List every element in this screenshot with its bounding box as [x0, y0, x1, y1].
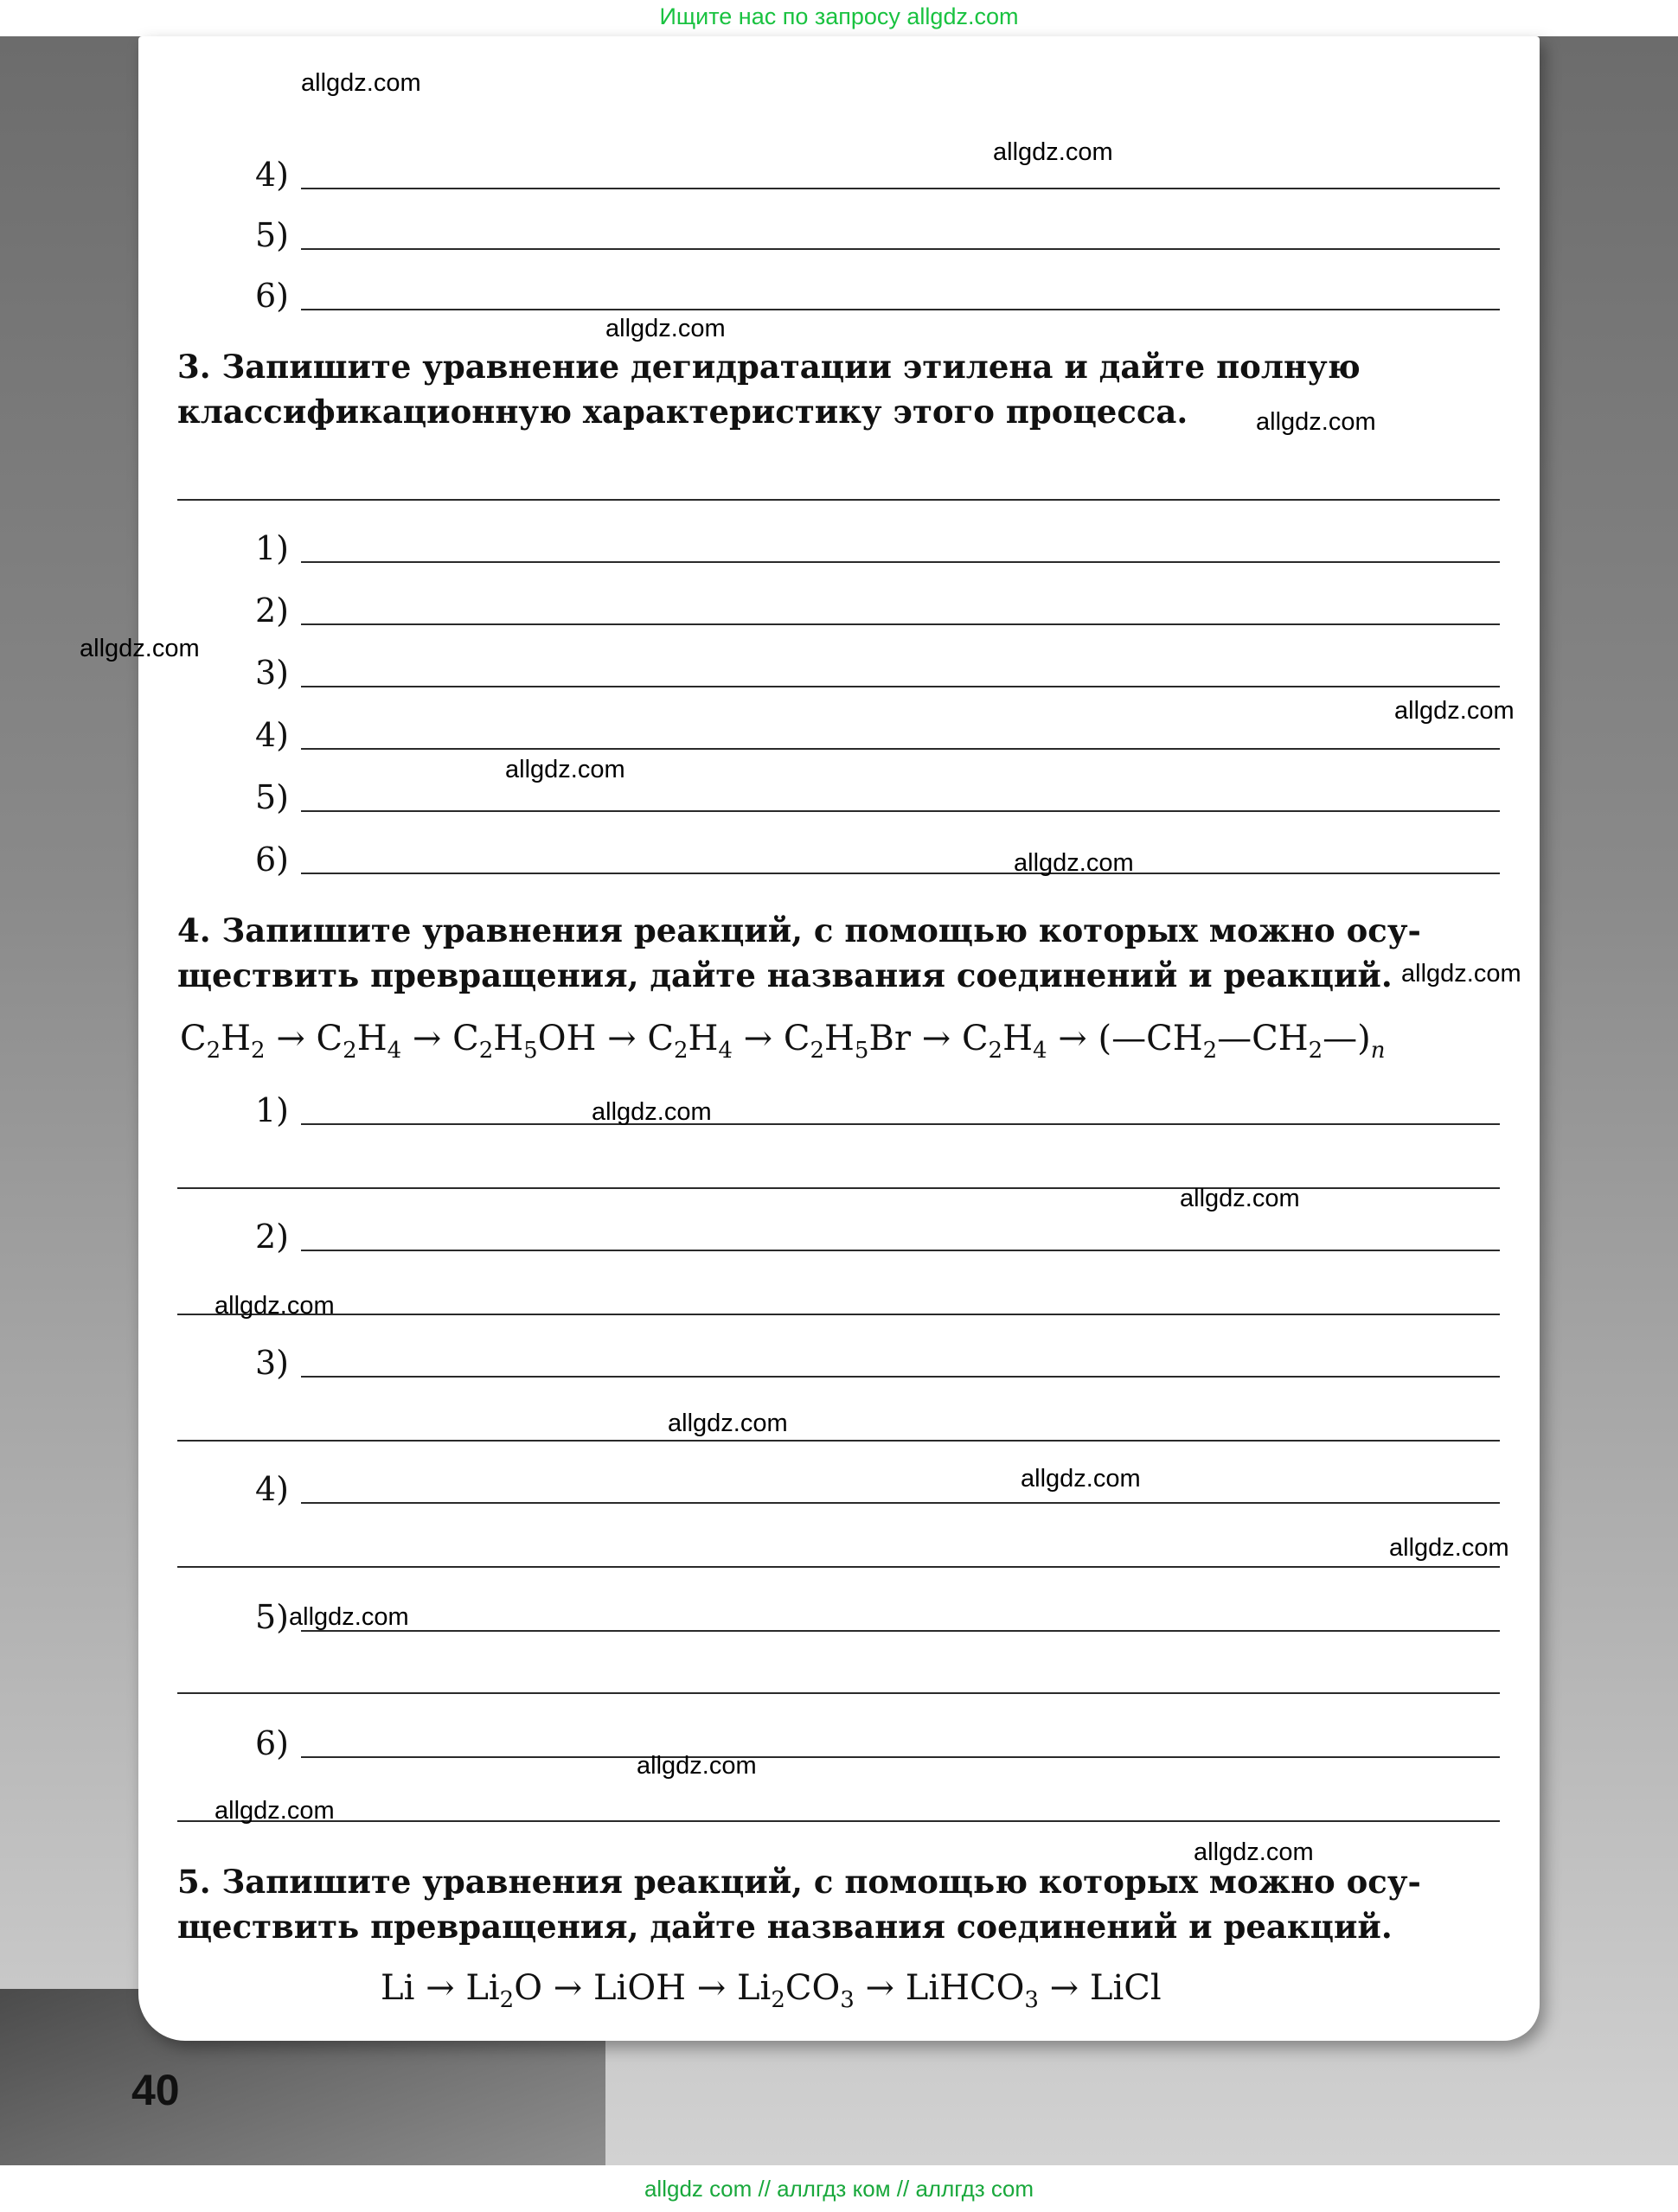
answer-line	[301, 1250, 1500, 1251]
arrow-icon: →	[1049, 1968, 1079, 2008]
arrow-icon: →	[607, 1019, 637, 1058]
watermark: allgdz.com	[1180, 1185, 1300, 1212]
task4-line2: ществить превращения, дайте названия соединений и реакций.	[177, 956, 1393, 994]
item-number: 5)	[254, 778, 289, 816]
task5-reaction-chain	[381, 1968, 1162, 2013]
page-number: 40	[131, 2066, 180, 2114]
task5-line2: ществить превращения, дайте названия соединений и реакций.	[177, 1908, 1393, 1946]
watermark: allgdz.com	[80, 635, 200, 662]
arrow-icon: →	[553, 1968, 583, 2008]
answer-line	[301, 810, 1500, 812]
watermark: allgdz.com	[605, 315, 726, 342]
watermark: allgdz.com	[1014, 849, 1134, 877]
answer-line	[177, 1692, 1500, 1694]
answer-line	[177, 1820, 1500, 1822]
compound-c2h4: $C_2H_4$	[316, 1019, 402, 1064]
item-number: 6)	[254, 277, 289, 315]
arrow-icon: →	[743, 1019, 773, 1058]
top-banner[interactable]: Ищите нас по запросу allgdz.com	[659, 3, 1019, 29]
arrow-icon: →	[1058, 1019, 1087, 1058]
answer-line	[301, 686, 1500, 687]
watermark: allgdz.com	[1021, 1465, 1141, 1493]
watermark: allgdz.com	[668, 1410, 788, 1437]
task4-reaction-chain	[180, 1019, 1386, 1064]
answer-line	[301, 248, 1500, 250]
task3-line2: классификационную характеристику этого процесса.	[177, 393, 1188, 431]
answer-line	[301, 873, 1500, 874]
arrow-icon: →	[865, 1968, 895, 2008]
watermark: allgdz.com	[1401, 960, 1521, 988]
arrow-icon: →	[426, 1968, 455, 2008]
compound-li2co3: $Li_2CO_3$	[736, 1968, 855, 2013]
item-number: 1)	[254, 1091, 289, 1129]
answer-line	[301, 1502, 1500, 1504]
compound-li: Li	[381, 1968, 415, 2008]
answer-line	[177, 499, 1500, 501]
answer-line	[177, 1314, 1500, 1315]
answer-line	[301, 1756, 1500, 1758]
item-number: 3)	[254, 654, 289, 692]
item-number: 4)	[254, 1470, 289, 1508]
answer-line	[177, 1566, 1500, 1568]
compound-c2h5br: $C_2H_5Br$	[783, 1019, 911, 1064]
watermark: allgdz.com	[215, 1797, 335, 1825]
answer-line	[301, 748, 1500, 750]
compound-polyethylene: $(—CH_2—CH_2—)_n$	[1098, 1019, 1386, 1064]
watermark: allgdz.com	[215, 1292, 335, 1320]
item-number: 6)	[254, 841, 289, 879]
compound-licl: LiCl	[1089, 1968, 1162, 2008]
answer-line	[301, 623, 1500, 625]
compound-c2h4: $C_2H_4$	[961, 1019, 1047, 1064]
answer-line	[301, 1376, 1500, 1378]
answer-line	[301, 1630, 1500, 1632]
watermark: allgdz.com	[637, 1752, 757, 1780]
item-number: 4)	[254, 716, 289, 754]
answer-line	[177, 1440, 1500, 1442]
answer-line	[301, 309, 1500, 310]
item-number: 5)	[254, 1598, 289, 1636]
arrow-icon: →	[696, 1968, 727, 2008]
bottom-banner[interactable]: allgdz com // аллгдз ком // аллгдз com	[644, 2176, 1034, 2202]
item-number: 2)	[254, 1218, 289, 1256]
watermark: allgdz.com	[289, 1603, 409, 1631]
compound-c2h4: $C_2H_4$	[647, 1019, 733, 1064]
watermark: allgdz.com	[505, 756, 625, 783]
answer-line	[301, 561, 1500, 563]
compound-c2h5oh: $C_2H_5OH$	[452, 1019, 597, 1064]
task5-line1: 5. Запишите уравнения реакций, с помощью которых можно осу-	[177, 1863, 1421, 1901]
item-number: 6)	[254, 1724, 289, 1762]
watermark: allgdz.com	[301, 69, 421, 97]
watermark: allgdz.com	[592, 1098, 712, 1126]
compound-li2o: $Li_2O$	[465, 1968, 543, 2013]
task4-line1: 4. Запишите уравнения реакций, с помощью которых можно осу-	[177, 911, 1421, 949]
watermark: allgdz.com	[1256, 408, 1376, 436]
item-number: 4)	[254, 156, 289, 194]
arrow-icon: →	[412, 1019, 442, 1058]
item-number: 5)	[254, 216, 289, 254]
watermark: allgdz.com	[1394, 697, 1515, 725]
compound-lioh: LiOH	[592, 1968, 686, 2008]
item-number: 3)	[254, 1344, 289, 1382]
answer-line	[301, 188, 1500, 189]
watermark: allgdz.com	[993, 138, 1113, 166]
arrow-icon: →	[276, 1019, 305, 1058]
arrow-icon: →	[921, 1019, 951, 1058]
task3-line1: 3. Запишите уравнение дегидратации этилена и дайте полную	[177, 348, 1361, 386]
compound-c2h2: $C_2H_2$	[180, 1019, 266, 1064]
item-number: 1)	[254, 529, 289, 567]
watermark: allgdz.com	[1389, 1534, 1509, 1562]
item-number: 2)	[254, 591, 289, 630]
compound-lihco3: LiHCO$_3$	[905, 1968, 1039, 2013]
answer-line	[177, 1187, 1500, 1189]
answer-line	[301, 1123, 1500, 1125]
watermark: allgdz.com	[1194, 1838, 1314, 1866]
